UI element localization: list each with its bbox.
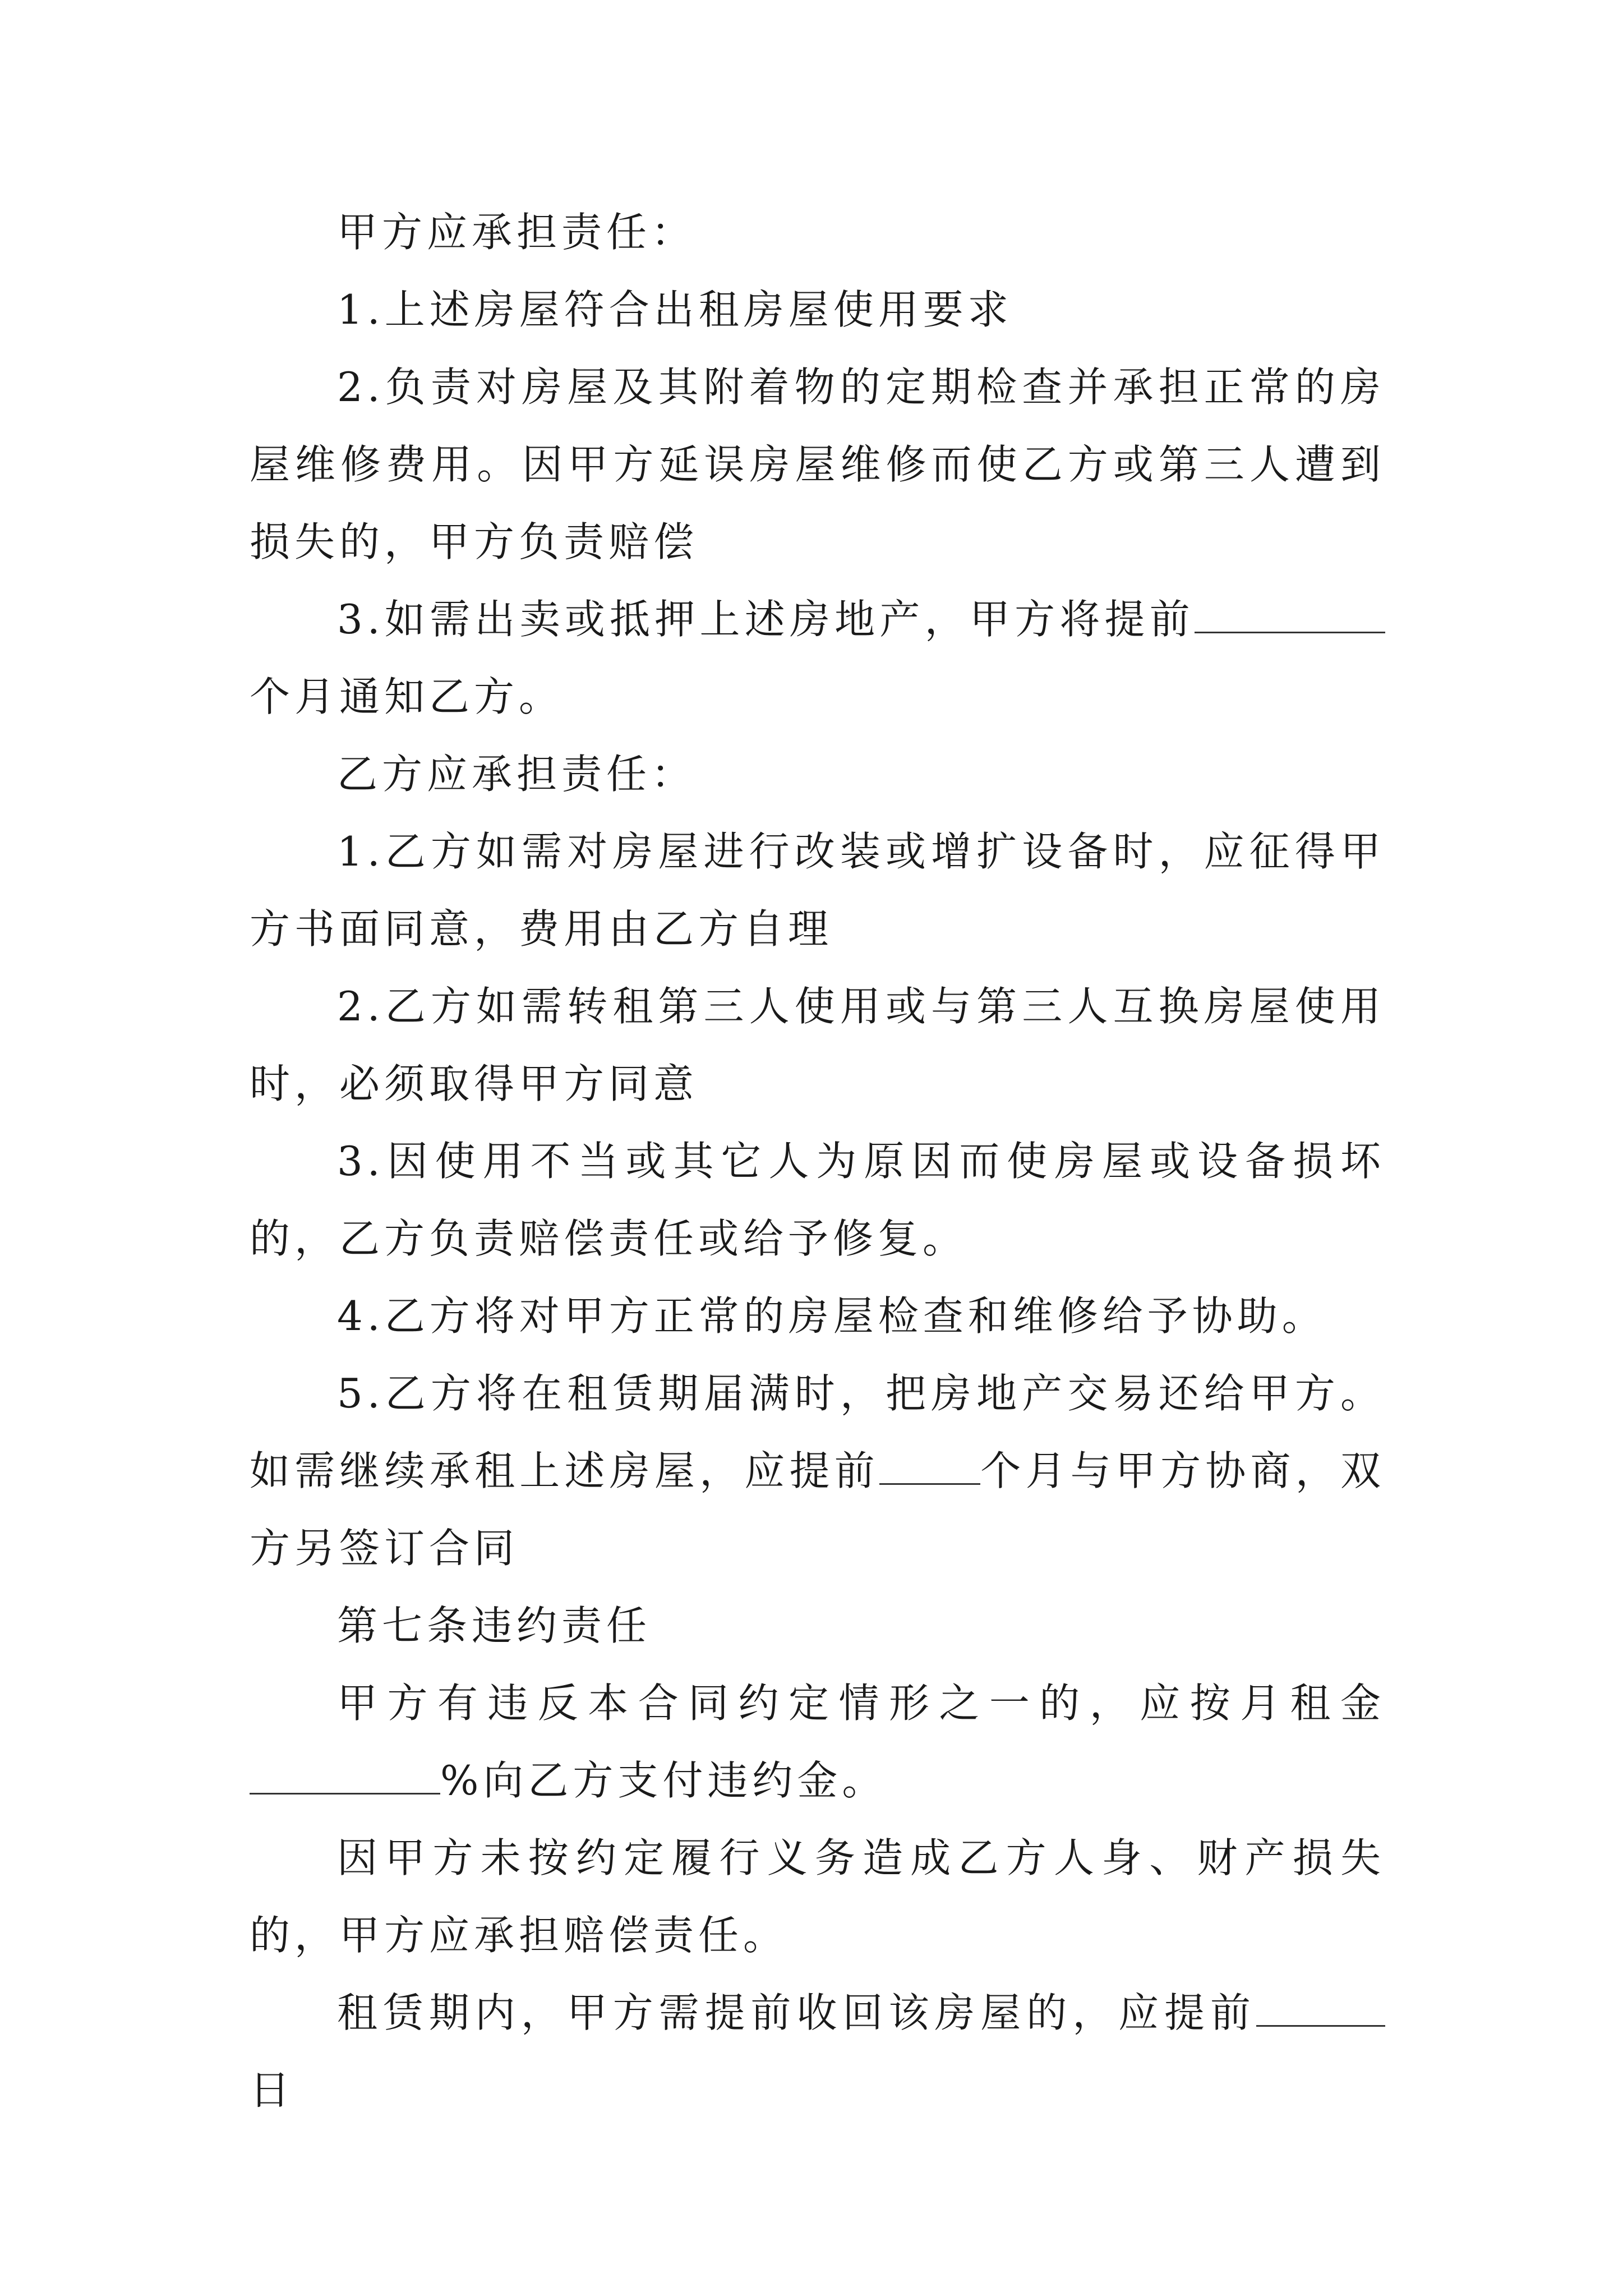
paragraph-party-b-item-3: 3.因使用不当或其它人为原因而使房屋或设备损坏的，乙方负责赔偿责任或给予修复。 bbox=[250, 1138, 1385, 1262]
blank-line-percent bbox=[250, 1758, 440, 1795]
paragraph-breach-penalty: 甲方有违反本合同约定情形之一的，应按月租金%向乙方支付违约金。 bbox=[250, 1664, 1385, 1819]
paragraph-party-a-item-2: 2.负责对房屋及其附着物的定期检查并承担正常的房屋维修费用。因甲方延误房屋维修而使乙方或第三人遭到损失的，甲方负责赔偿 bbox=[250, 364, 1385, 565]
paragraph-party-b-item-1: 1.乙方如需对房屋进行改装或增扩设备时，应征得甲方书面同意，费用由乙方自理 bbox=[250, 828, 1385, 953]
document-body bbox=[250, 194, 1385, 2129]
paragraph-party-b-item-4: 4.乙方将对甲方正常的房屋检查和维修给予协助。 bbox=[337, 1292, 1327, 1340]
paragraph-party-a-item-3: 3.如需出卖或抵押上述房地产，甲方将提前个月通知乙方。 bbox=[250, 581, 1385, 735]
paragraph-party-b-item-2: 2.乙方如需转租第三人使用或与第三人互换房屋使用时，必须取得甲方同意 bbox=[250, 983, 1385, 1107]
blank-line-renewal-months bbox=[879, 1448, 980, 1485]
blank-line-months bbox=[1195, 597, 1385, 633]
paragraph-early-recovery: 租赁期内，甲方需提前收回该房屋的，应提前日 bbox=[250, 1974, 1385, 2129]
paragraph-party-b-heading: 乙方应承担责任： bbox=[337, 751, 697, 798]
section-heading-breach: 第七条违约责任 bbox=[337, 1602, 652, 1649]
paragraph-party-b-item-5: 5.乙方将在租赁期届满时，把房地产交易还给甲方。如需继续承租上述房屋，应提前 个月与甲方协商，双方另签订合同 bbox=[250, 1370, 1385, 1572]
blank-line-days bbox=[1256, 1990, 1385, 2027]
paragraph-party-a-item-1: 1.上述房屋符合出租房屋使用要求 bbox=[337, 286, 1013, 333]
paragraph-breach-compensation: 因甲方未按约定履行义务造成乙方人身、财产损失的，甲方应承担赔偿责任。 bbox=[250, 1834, 1385, 1959]
paragraph-party-a-heading: 甲方应承担责任： bbox=[337, 209, 697, 256]
